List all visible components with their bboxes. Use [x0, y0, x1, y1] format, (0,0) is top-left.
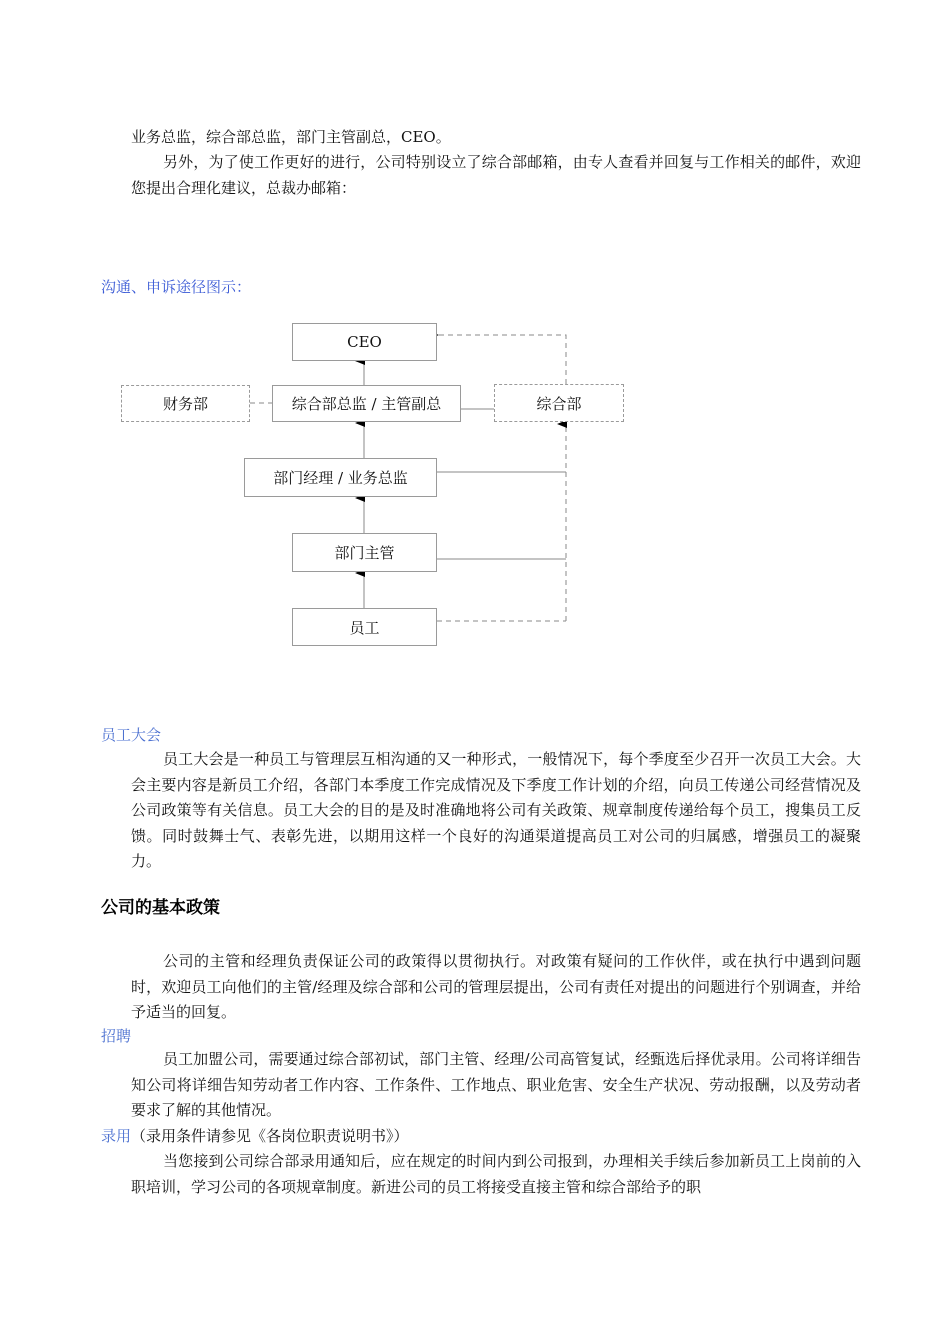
hire-note: （录用条件请参见《各岗位职责说明书》）: [131, 1127, 409, 1145]
intro-paragraph: 另外，为了使工作更好的进行，公司特别设立了综合部邮箱，由专人查看并回复与工作相关的邮件，欢迎您提出合理化建议，总裁办邮箱：: [131, 153, 861, 197]
policy-body: 公司的主管和经理负责保证公司的政策得以贯彻执行。对政策有疑问的工作伙伴，或在执行中遇到问题时，欢迎员工向他们的主管/经理及综合部和公司的管理层提出，公司有责任对提出的问题进行个别调查，并给予适当的回复。: [131, 952, 861, 1021]
node-supervisor-label: 部门主管: [334, 544, 395, 562]
node-finance: [121, 385, 250, 422]
section-heading-hire: [101, 1125, 409, 1147]
node-finance-label: 财务部: [162, 395, 208, 413]
staff-meeting-body: 员工大会是一种员工与管理层互相沟通的又一种形式，一般情况下，每个季度至少召开一次员工大会。大会主要内容是新员工介绍，各部门本季度工作完成情况及下季度工作计划的介绍，向员工传递公司经营情况及公司政策等有关信息。员工大会的目的是及时准确地将公司有关政策、规章制度传递给每个员工，搜集员工反馈。同时鼓舞士气、表彰先进，以期用这样一个良好的沟通渠道提高员工对公司的归属感，增强员工的凝聚力。: [131, 750, 861, 870]
hire-body: 当您接到公司综合部录用通知后，应在规定的时间内到公司报到，办理相关手续后参加新员工上岗前的入职培训，学习公司的各项规章制度。新进公司的员工将接受直接主管和综合部给予的职: [131, 1152, 861, 1196]
section-heading-policy: 公司的基本政策: [101, 898, 220, 918]
node-manager: [244, 458, 437, 497]
node-general-dept: [494, 384, 624, 422]
hire-heading-label: 录用: [101, 1127, 132, 1145]
node-general-dept-label: 综合部: [536, 394, 582, 413]
node-ceo-label: CEO: [347, 333, 382, 351]
diagram-title: 沟通、申诉途径图示：: [101, 278, 252, 296]
node-director: [272, 385, 461, 422]
intro-line: 业务总监，综合部总监，部门主管副总，CEO。: [131, 128, 451, 146]
node-supervisor: [292, 533, 437, 572]
recruit-body: 员工加盟公司，需要通过综合部初试，部门主管、经理/公司高管复试，经甄选后择优录用。公司将详细告知公司将详细告知劳动者工作内容、工作条件、工作地点、职业危害、安全生产状况、劳动报酬，以及劳动者要求了解的其他情况。: [131, 1050, 861, 1119]
node-ceo: [292, 323, 437, 361]
line-general-to-ceo: [438, 335, 566, 384]
section-heading-recruit: 招聘: [101, 1027, 132, 1045]
section-heading-staff-meeting: 员工大会: [101, 726, 162, 744]
node-employee-label: 员工: [349, 618, 380, 637]
node-manager-label: 部门经理 / 业务总监: [273, 469, 408, 487]
node-employee: [292, 608, 437, 646]
node-director-label: 综合部总监 / 主管副总: [291, 395, 442, 413]
